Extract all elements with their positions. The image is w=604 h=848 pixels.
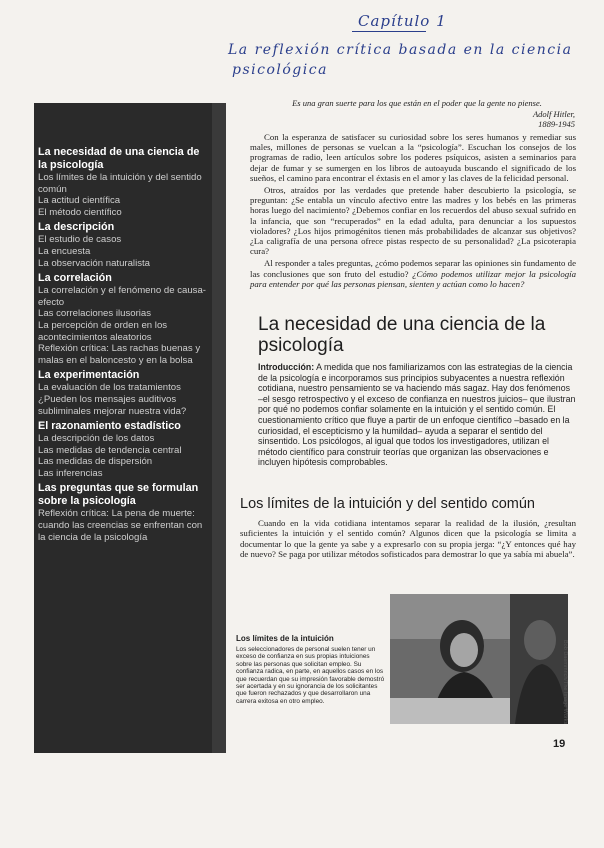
outline-subitem: La correlación y el fenómeno de causa-efecto xyxy=(38,285,206,308)
outline-subitem: Los límites de la intuición y del sentido común xyxy=(38,172,202,195)
handwritten-title-line2: psicológica xyxy=(232,62,328,78)
outline-subitem: Las medidas de dispersión xyxy=(38,456,153,468)
epigraph-author-years: 1889-1945 xyxy=(538,119,575,129)
chapter-intro xyxy=(250,132,576,291)
outline-subitem: Las inferencias xyxy=(38,467,103,479)
epigraph-author xyxy=(505,109,575,129)
outline-heading: La correlación xyxy=(38,272,112,285)
outline-subitem: Reflexión crítica: Las rachas buenas y malas en el baloncesto y en la bolsa xyxy=(38,343,201,366)
section-intro xyxy=(258,362,576,468)
caption-title: Los límites de la intuición xyxy=(236,634,334,643)
outline-subitem: ¿Pueden los mensajes auditivos subliminales mejorar nuestra vida? xyxy=(38,393,187,417)
chapter-outline-list xyxy=(38,143,210,543)
section-intro-text: A medida que nos familiarizamos con las estrategias de la ciencia de la psicología e incorporamos sus principios subyacentes a nuestra reflexión cotidiana, nuestro pensamiento se va haciendo más sagaz. Hay dos fenómenos –el sesgo retrospectivo y el exceso de confianza en nuestros juicios– que ilustran por qué no podemos confiar solamente en la intuición y el sentido común. El cuestionamiento crítico que fluye a partir de un enfoque científico –basado en la curiosidad, el escepticismo y la humildad– ayuda a separar el sentido del sinsentido. Los psicólogos, al igual que todos los investigadores, utilizan el método científico para construir teorías que organizan las observaciones e incluyen hipótesis comprobables. xyxy=(258,362,576,468)
outline-subitem: Reflexión crítica: La pena de muerte: cuando las creencias se enfrentan con la ciencia de la psicología xyxy=(38,508,203,543)
outline-subitem: El método científico xyxy=(38,206,122,218)
outline-subitem: La actitud científica xyxy=(38,195,121,207)
epigraph-author-name: Adolf Hitler, xyxy=(532,109,575,119)
epigraph-quote: Es una gran suerte para los que están en el poder que la gente no piense. xyxy=(292,98,542,108)
outline-subitem: Las medidas de tendencia central xyxy=(38,444,182,456)
page-number: 19 xyxy=(553,738,566,750)
section-intro-label: Introducción: xyxy=(258,362,315,372)
chapter-outline-sidebar xyxy=(34,103,212,753)
handwritten-chapter-label: Capítulo 1 xyxy=(358,12,447,30)
subsection-paragraph: Cuando en la vida cotidiana intentamos separar la realidad de la ilusión, ¿resultan suficientes la intuición y el sentido común? Algunos dicen que la psicología se limita a documentar lo que la gente ya sabe y a expresarlo con su propia jerga: “¿Y entonces qué hay de nuevo? Se paga por utilizar métodos sofisticados para demostrar lo que ya sabía mi abuela”. xyxy=(240,518,576,559)
intro-paragraph-1: Con la esperanza de satisfacer su curiosidad sobre los seres humanos y remediar sus males, millones de personas se vuelcan a la “psicología”. Escuchan los consejos de los programas de radio, leen artículos sobre los poderes psíquicos, asisten a seminarios para dejar de fumar y se sumergen en los libros de autoayuda buscando el significado de los sueños, el camino para encontrar el éxtasis en el amor y las claves de la felicidad personal. xyxy=(250,132,576,183)
subsection-heading: Los límites de la intuición y del sentido común xyxy=(240,496,535,512)
outline-heading: La experimentación xyxy=(38,369,140,382)
outline-heading: El razonamiento estadístico xyxy=(38,420,181,433)
section-heading: La necesidad de una ciencia de la psicología xyxy=(258,314,546,356)
outline-heading: Las preguntas que se formulan sobre la psicología xyxy=(38,482,199,508)
intro-paragraph-2: Otros, atraídos por las verdades que pretende haber descubierto la psicología, se preguntan: ¿Se entabla un vínculo afectivo entre las madres y los bebés en las primeras horas luego del nacimiento? ¿Debemos confiar en los recuerdos del abuso sexual sufrido en la infancia, que son “recuperados” en la edad adulta, para denunciar a los supuestos violadores? ¿Los hijos primogénitos tienen más probabilidades de alcanzar sus objetivos? ¿La caligrafía de una persona ofrece pistas respecto de su personalidad? ¿La psicoterapia cura? xyxy=(250,185,576,257)
handwritten-title-line1: La reflexión crítica basada en la ciencia xyxy=(228,42,573,58)
outline-heading: La necesidad de una ciencia de la psicología xyxy=(38,146,200,171)
photo-credit: Bob Daemmrich/The Image Works xyxy=(562,640,568,725)
outline-heading: La descripción xyxy=(38,221,115,234)
interview-photo-image xyxy=(390,594,568,724)
caption-text: Los seleccionadores de personal suelen tener un exceso de confianza en sus propias intuiciones sobre las personas que solicitan empleo. Su confianza radica, en parte, en aquellos casos en los que recuerdan que su impresión favorable demostró ser acertada y en su ignorancia de los solicitantes que fueron rechazados y que desarrollaron una carrera exitosa en otro empleo. xyxy=(236,646,385,705)
outline-subitem: La evaluación de los tratamientos xyxy=(38,382,181,394)
outline-subitem: El estudio de casos xyxy=(38,234,122,246)
outline-subitem: La observación naturalista xyxy=(38,257,150,269)
outline-subitem: La encuesta xyxy=(38,245,91,257)
outline-subitem: La descripción de los datos xyxy=(38,433,155,445)
outline-subitem: La percepción de orden en los acontecimientos aleatorios xyxy=(38,319,168,343)
handwritten-underline xyxy=(352,31,426,32)
interview-photo xyxy=(390,594,568,724)
outline-subitem: Las correlaciones ilusorias xyxy=(38,308,152,320)
intro-paragraph-3: Al responder a tales preguntas, ¿cómo podemos separar las opiniones sin fundamento de las conclusiones que son fruto del estudio? ¿Cómo podemos utilizar mejor la psicología para entender por qué las personas piensan, sienten y actúan como lo hacen? xyxy=(250,258,576,289)
